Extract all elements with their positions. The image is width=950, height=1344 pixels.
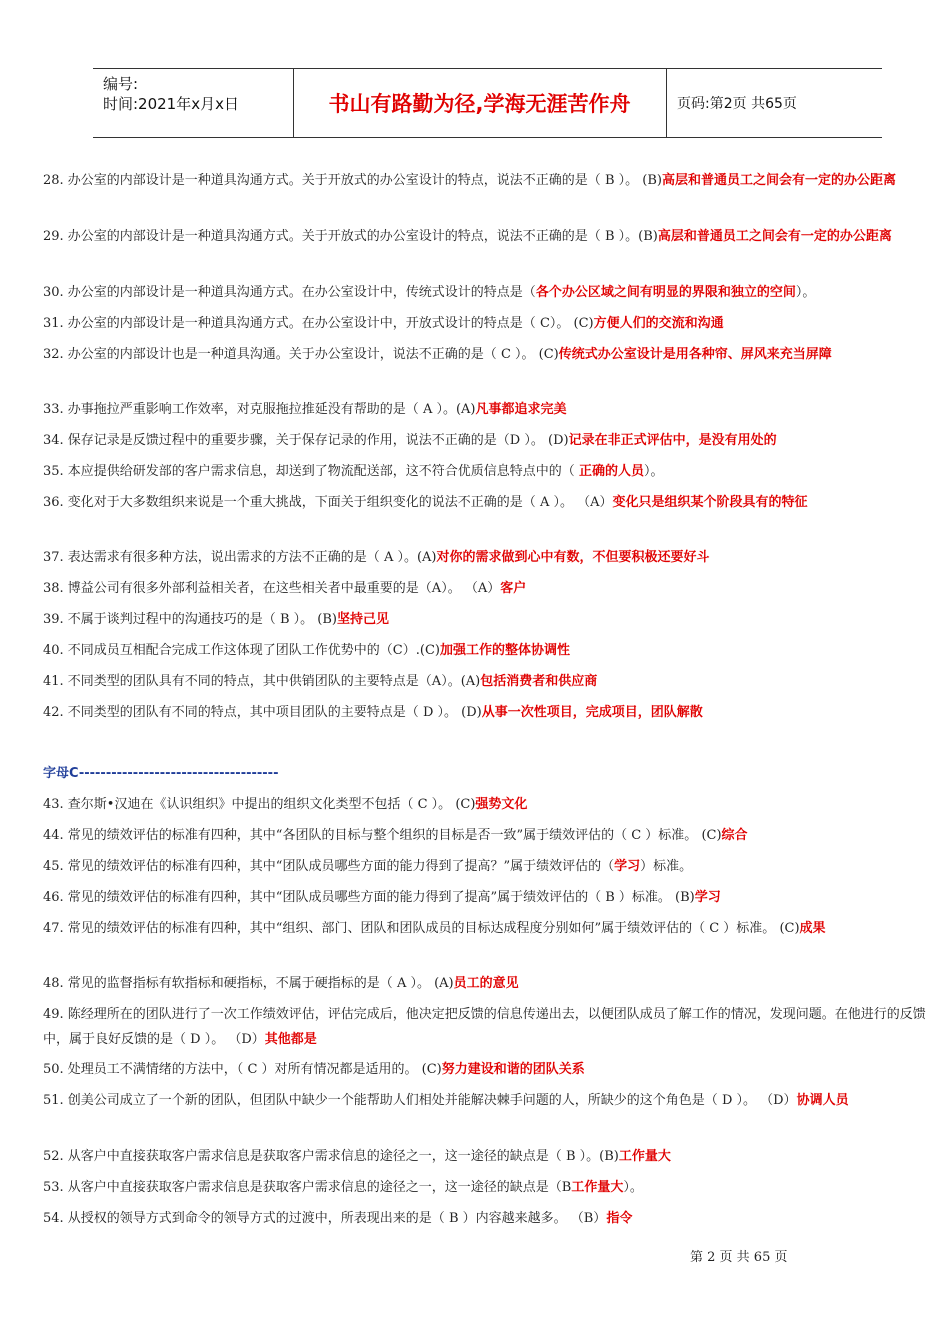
answer-text: 学习: [614, 859, 641, 874]
question-item: [43, 916, 928, 941]
question-text: 47. 常见的绩效评估的标准有四种，其中“组织、部门、团队和团队成员的目标达成程度分别如何”属于绩效评估的（ C ）标准。 (C): [43, 921, 800, 936]
motto: 书山有路勤为径,学海无涯苦作舟: [328, 92, 631, 116]
time-label: 时间:2021年x月x日: [103, 95, 239, 113]
question-text: 32. 办公室的内部设计也是一种道具沟通。关于办公室设计，说法不正确的是（ C ）。 (C): [43, 347, 559, 362]
question-text: 36. 变化对于大多数组织来说是一个重大挑战，下面关于组织变化的说法不正确的是（ A ）。 （A）: [43, 495, 613, 510]
answer-text: 记录在非正式评估中，是没有用处的: [568, 433, 777, 448]
question-text: 35. 本应提供给研发部的客户需求信息，却送到了物流配送部，这不符合优质信息特点中的（: [43, 464, 579, 479]
question-item: [43, 792, 928, 817]
answer-text: 凡事都追求完美: [475, 402, 567, 417]
question-item: [43, 311, 928, 336]
question-text: 28. 办公室的内部设计是一种道具沟通方式。关于开放式的办公室设计的特点，说法不正确的是（ B ）。 (B): [43, 173, 662, 188]
header-page-cell: [667, 69, 882, 137]
page-info: 页码:第2页 共65页: [677, 96, 797, 112]
answer-text: 加强工作的整体协调性: [439, 643, 570, 658]
answer-text: 工作量大: [618, 1149, 671, 1164]
answer-text: 从事一次性项目，完成项目，团队解散: [481, 705, 703, 720]
question-text: 34. 保存记录是反馈过程中的重要步骤，关于保存记录的作用，说法不正确的是（D ）。 (D): [43, 433, 569, 448]
page-header: [93, 68, 882, 138]
question-item: [43, 280, 928, 305]
question-tail: ）。: [623, 1180, 643, 1195]
question-text: 48. 常见的监督指标有软指标和硬指标，不属于硬指标的是（ A ）。 (A): [43, 976, 454, 991]
answer-text: 变化只是组织某个阶段具有的特征: [612, 495, 808, 510]
answer-text: 强势文化: [475, 797, 528, 812]
question-item: [43, 168, 928, 193]
question-item: [43, 576, 928, 601]
question-item: [43, 1144, 928, 1169]
answer-text: 传统式办公室设计是用各种帘、屏风来充当屏障: [558, 347, 832, 362]
question-item: [43, 854, 928, 879]
question-item: [43, 224, 928, 249]
answer-text: 高层和普通员工之间会有一定的办公距离: [657, 229, 892, 244]
question-text: 52. 从客户中直接获取客户需求信息是获取客户需求信息的途径之一，这一途径的缺点是（ B ）。(B): [43, 1149, 619, 1164]
question-text: 37. 表达需求有很多种方法，说出需求的方法不正确的是（ A ）。(A): [43, 550, 437, 565]
question-text: 40. 不同成员互相配合完成工作这体现了团队工作优势中的（C）.(C): [43, 643, 440, 658]
answer-text: 成果: [799, 921, 826, 936]
question-text: 31. 办公室的内部设计是一种道具沟通方式。在办公室设计中，开放式设计的特点是（ C）。 (C): [43, 316, 594, 331]
question-text: 39. 不属于谈判过程中的沟通技巧的是（ B ）。 (B): [43, 612, 337, 627]
page-footer: 第 2 页 共 65 页: [690, 1250, 788, 1265]
question-text: 29. 办公室的内部设计是一种道具沟通方式。关于开放式的办公室设计的特点，说法不正确的是（ B ）。(B): [43, 229, 658, 244]
question-text: 54. 从授权的领导方式到命令的领导方式的过渡中，所表现出来的是（ B ）内容越来越多。 （B）: [43, 1211, 607, 1226]
answer-text: 协调人员: [796, 1093, 849, 1108]
question-text: 33. 办事拖拉严重影响工作效率，对克服拖拉推延没有帮助的是（ A ）。(A): [43, 402, 476, 417]
answer-text: 员工的意见: [453, 976, 519, 991]
question-text: 49. 陈经理所在的团队进行了一次工作绩效评估，评估完成后，他决定把反馈的信息传递出去，以便团队成员了解工作的情况，发现问题。在他进行的反馈中，属于良好反馈的是（ D ）。 （D）: [43, 1007, 926, 1047]
answer-text: 指令: [606, 1211, 633, 1226]
question-text: 53. 从客户中直接获取客户需求信息是获取客户需求信息的途径之一，这一途径的缺点是（B: [43, 1180, 572, 1195]
answer-text: 正确的人员: [578, 464, 644, 479]
answer-text: 各个办公区域之间有明显的界限和独立的空间: [535, 285, 796, 300]
question-text: 38. 博益公司有很多外部利益相关者，在这些相关者中最重要的是（A）。 （A）: [43, 581, 501, 596]
question-text: 50. 处理员工不满情绪的方法中，（ C ）对所有情况都是适用的。 (C): [43, 1062, 442, 1077]
header-motto-cell: [293, 69, 667, 137]
question-item: [43, 885, 928, 910]
number-label: 编号:: [103, 75, 139, 93]
question-text: 44. 常见的绩效评估的标准有四种，其中“各团队的目标与整个组织的目标是否一致”属于绩效评估的（ C ）标准。 (C): [43, 828, 722, 843]
question-item: [43, 1057, 928, 1082]
answer-text: 努力建设和谐的团队关系: [441, 1062, 585, 1077]
question-tail: ）。: [643, 464, 664, 479]
question-text: 41. 不同类型的团队具有不同的特点，其中供销团队的主要特点是（A）。(A): [43, 674, 481, 689]
question-item: [43, 607, 928, 632]
question-tail: ）。: [795, 285, 816, 300]
answer-text: 方便人们的交流和沟通: [593, 316, 724, 331]
answer-text: 对你的需求做到心中有数，不但要积极还要好斗: [436, 550, 710, 565]
question-item: [43, 428, 928, 453]
question-item: [43, 638, 928, 663]
question-item: [43, 459, 928, 484]
question-item: [43, 1088, 928, 1113]
answer-text: 客户: [500, 581, 527, 596]
answer-text: 坚持己见: [336, 612, 389, 627]
question-item: [43, 397, 928, 422]
question-item: [43, 1206, 928, 1231]
answer-text: 综合: [721, 828, 748, 843]
answer-text: 学习: [694, 890, 721, 905]
question-text: 51. 创美公司成立了一个新的团队，但团队中缺少一个能帮助人们相处并能解决棘手问题的人，所缺少的这个角色是（ D ）。 （D）: [43, 1093, 797, 1108]
header-left-cell: [93, 69, 294, 137]
section-heading: 字母C-------------------------------------: [43, 766, 279, 781]
question-item: [43, 669, 928, 694]
question-text: 43. 查尔斯•汉迪在《认识组织》中提出的组织文化类型不包括（ C ）。 (C): [43, 797, 476, 812]
question-item: [43, 1002, 928, 1052]
question-item: [43, 823, 928, 848]
question-item: [43, 971, 928, 996]
answer-text: 其他都是: [264, 1032, 317, 1047]
question-text: 30. 办公室的内部设计是一种道具沟通方式。在办公室设计中，传统式设计的特点是（: [43, 285, 536, 300]
question-item: [43, 545, 928, 570]
question-item: [43, 1175, 928, 1200]
question-item: [43, 700, 928, 725]
question-text: 46. 常见的绩效评估的标准有四种，其中“团队成员哪些方面的能力得到了提高”属于绩效评估的（ B ）标准。 (B): [43, 890, 695, 905]
question-text: 42. 不同类型的团队有不同的特点，其中项目团队的主要特点是（ D ）。 (D): [43, 705, 482, 720]
question-item: [43, 342, 928, 367]
answer-text: 包括消费者和供应商: [480, 674, 598, 689]
answer-text: 高层和普通员工之间会有一定的办公距离: [661, 173, 896, 188]
question-item: [43, 490, 928, 515]
answer-text: 工作量大: [571, 1180, 624, 1195]
question-text: 45. 常见的绩效评估的标准有四种，其中“团队成员哪些方面的能力得到了提高？”属于绩效评估的（: [43, 859, 615, 874]
question-tail: ）标准。: [640, 859, 693, 874]
